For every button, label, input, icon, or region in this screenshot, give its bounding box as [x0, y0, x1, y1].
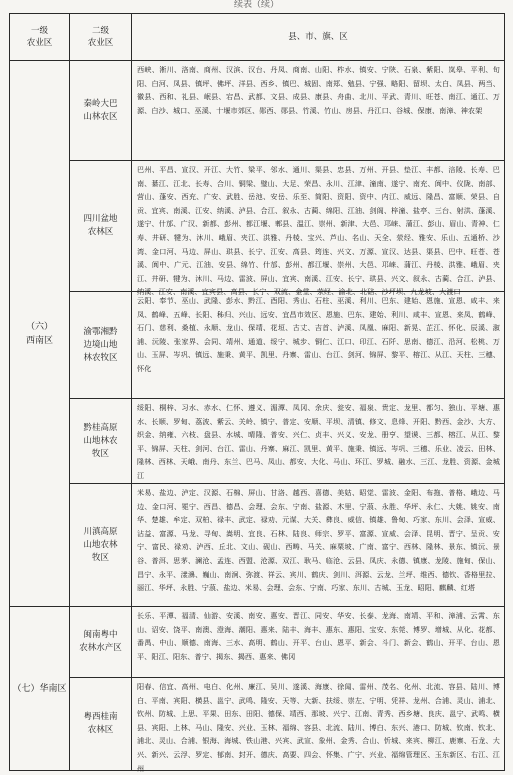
table-caption: 续表（续）: [233, 0, 279, 10]
subregion-cell: [70, 678, 132, 771]
table-row: [10, 678, 505, 771]
counties-text: 米易、盐边、泸定、汉源、石棉、屏山、甘洛、越西、喜德、美姑、昭觉、雷波、金阳、布拖、普格、峨边、马边、金口河、冕宁、西昌、德昌、会理、会东、宁南、盐源、木里、宁蒗、永胜、华坪、永仁、大姚、姚安、南华、楚雄、牟定、双柏、禄丰、武定、禄劝、元谋、大关、彝良、威信、镇雄、鲁甸、巧家、东川、会泽、宣威、沾益、富源、马龙、寻甸、嵩明、宜良、石林、陆良、师宗、罗平、富源、宣威、会泽、昆明、晋宁、呈贡、安宁、富民、禄劝、泸西、丘北、文山、砚山、西畴、马关、麻栗坡、广南、富宁、西林、隆林、景东、镇沅、景谷、普洱、思茅、澜沧、孟连、西盟、沧源、双江、耿马、临沧、云县、凤庆、永德、镇康、龙陵、施甸、保山、昌宁、永平、漾濞、巍山、南涧、弥渡、祥云、宾川、鹤庆、剑川、洱源、云龙、兰坪、维西、德钦、香格里拉、丽江、华坪、永胜、宁蒗、盐边、米易、会理、会东、宁南、巧家、东川、古城、玉龙、昭阳、麒麟、红塔: [137, 488, 500, 593]
subregion-name: 粤西桂南 农林区: [83, 712, 118, 735]
subregion-cell: [70, 61, 132, 161]
subregion-name: 黔桂高原 山地林农 牧区: [83, 422, 118, 459]
subregion-cell: [70, 484, 132, 607]
counties-text: 云阳、奉节、巫山、武隆、彭水、黔江、酉阳、秀山、石柱、巫溪、利川、巴东、建始、恩施、宣恩、咸丰、来凤、鹤峰、五峰、长阳、秭归、兴山、远安、宜昌市效区、恩施、巴东、建始、利川、咸丰、宣恩、来凤、鹤峰、石门、慈利、桑植、永顺、龙山、保靖、花垣、古丈、吉首、泸溪、凤凰、麻阳、新晃、芷江、怀化、辰溪、溆浦、沅陵、张家界、会同、靖州、通道、绥宁、城步、铜仁、江口、印江、石阡、思南、德江、沿河、松桃、万山、玉屏、岑巩、镇远、施秉、黄平、凯里、丹寨、雷山、台江、剑河、锦屏、黎平、榕江、从江、天柱、三穗、怀化: [137, 296, 500, 373]
table-row: [10, 161, 505, 292]
counties-text: 绥阳、桐梓、习水、赤水、仁怀、遵义、湄潭、凤冈、余庆、瓮安、福泉、贵定、龙里、都匀、独山、平塘、惠水、长顺、罗甸、荔波、紫云、关岭、镇宁、普定、安顺、平坝、清镇、修文、息烽、开阳、黔西、金沙、大方、织金、纳雍、六枝、盘县、水城、晴隆、普安、兴仁、贞丰、兴义、安龙、册亨、望谟、三都、榕江、从江、黎平、锦屏、天柱、剑河、台江、雷山、丹寨、麻江、凯里、黄平、施秉、镇远、岑巩、三穗、乐业、凌云、田林、隆林、西林、天峨、南丹、东兰、巴马、凤山、都安、大化、马山、环江、罗城、融水、三江、龙胜、资源、金城江: [137, 403, 500, 480]
counties-cell: 西峡、淅川、洛南、商州、汉滨、汉台、丹凤、商南、山阳、柞水、镇安、宁陕、石泉、紫阳、岚皋、平利、旬阳、白河、凤县、镇坪、佛坪、洋县、西乡、镇巴、城固、南郑、勉县、宁强、略阳、留坝、太白、凤县、两当、徽县、西和、礼县、岷县、宕昌、武都、文县、成县、康县、舟曲、北川、平武、青川、旺苍、南江、通江、万源、白沙、城口、巫溪、十堰市郊区、郧西、郧县、竹溪、竹山、房县、丹江口、谷城、保康、南漳、神农架: [132, 61, 505, 161]
header-counties: [132, 14, 505, 61]
counties-cell: [132, 607, 505, 678]
table-row: [10, 399, 505, 484]
subregion-name: 川滇高原 山地农林 牧区: [83, 526, 118, 563]
counties-cell: [132, 161, 505, 297]
counties-cell: [132, 399, 505, 484]
table-row: [10, 484, 505, 607]
counties-cell: [132, 484, 505, 607]
region-cell-south-china: [10, 607, 70, 771]
table-row: [10, 607, 505, 678]
header-level1-text: 一级 农业区: [26, 26, 53, 48]
counties-text: 长乐、平潭、福清、仙游、安溪、南安、惠安、晋江、同安、华安、长泰、龙海、南靖、平和、漳浦、云霄、东山、诏安、饶平、南澳、澄海、潮阳、惠来、陆丰、海丰、惠东、惠阳、宝安、东莞、博罗、增城、从化、花都、番禺、中山、顺德、南海、三水、高明、鹤山、开平、台山、恩平、新会、斗门、新会、鹤山、开平、台山、恩平、阳江、阳东、普宁、揭东、揭西、惠来、佛冈: [137, 611, 500, 661]
subregion-cell: [70, 161, 132, 292]
subregion-name: 秦岭大巴 山林农区: [83, 98, 118, 122]
subregion-name: 闽南粤中 农林水产区: [79, 630, 122, 653]
header-counties-text: 县、市、旗、区: [288, 32, 348, 42]
subregion-name: 渝鄂湘黔 边境山地 林农牧区: [83, 326, 118, 363]
counties-text: 阳春、信宜、高州、电白、化州、廉江、吴川、遂溪、海康、徐闻、雷州、茂名、化州、北流、容县、陆川、博白、平南、宾阳、横县、邕宁、武鸣、隆安、天等、大新、扶绥、崇左、宁明、凭祥、龙州、合浦、灵山、浦北、钦州、防城、上思、平果、田东、田阳、德保、靖西、那坡、兴宁、江南、青秀、西乡塘、良庆、邕宁、武鸣、横县、宾阳、上林、马山、隆安、兴业、玉林、福绵、容县、北流、陆川、博白、东兴、港口、防城、钦南、钦北、浦北、灵山、合浦、银海、海城、铁山港、兴宾、武宣、象州、金秀、合山、忻城、来宾、柳江、鹿寨、石龙、大兴、新兴、云浮、罗定、郁南、封开、德庆、高要、四会、怀集、广宁、兴业、福绵管理区、玉东新区、右江、江州: [137, 682, 500, 773]
counties-cell: [132, 678, 505, 771]
header-level2-text: 二级 农业区: [87, 26, 114, 48]
region-name: （六） 西南区: [25, 321, 53, 346]
header-level1: [10, 14, 70, 61]
header-row: [10, 14, 505, 61]
subregion-cell: [70, 399, 132, 484]
table-row: [10, 61, 505, 161]
table-row: [10, 292, 505, 399]
counties-cell: [132, 292, 505, 399]
subregion-name: 四川盆地 农林区: [83, 214, 118, 237]
subregion-cell: [70, 292, 132, 399]
region-name: （七）华南区: [12, 683, 67, 694]
agriculture-zoning-table: [9, 13, 505, 771]
header-level2: [70, 14, 132, 61]
subregion-cell: [70, 607, 132, 678]
counties-text: 巴州、平昌、宣汉、开江、大竹、梁平、邻水、通川、渠县、忠县、万州、开县、垫江、丰都、涪陵、长寿、巴南、綦江、江北、长寿、合川、铜梁、璧山、大足、荣昌、永川、江津、潼南、遂宁、南充、阆中、仪陇、南部、营山、蓬安、西充、广安、武胜、岳池、安岳、乐至、简阳、资阳、资中、内江、威远、隆昌、富顺、荣县、自贡、宜宾、南溪、江安、纳溪、泸县、合江、叙永、古蔺、绵阳、江油、剑阁、梓潼、盐亭、三台、射洪、蓬溪、遂宁、什邡、广汉、新都、彭州、都江堰、郫县、温江、崇州、新津、大邑、邛崃、蒲江、彭山、眉山、青神、仁寿、井研、犍为、沐川、峨眉、夹江、洪雅、丹棱、宝兴、芦山、名山、天全、荥经、雅安、乐山、五通桥、沙湾、金口河、马边、屏山、珙县、长宁、江安、高县、筠连、兴文、万源、宣汉、达县、渠县、巴中、旺苍、苍溪、阆中、广元、江油、安县、绵竹、什邡、彭州、都江堰、崇州、大邑、邛崃、蒲江、丹棱、洪雅、峨眉、夹江、井研、犍为、沐川、马边、雷波、屏山、宜宾、南溪、江安、长宁、珙县、兴文、叙永、古蔺、合江、泸县、纳溪、江安、南溪、宜宾县、高县、长宁、双流、金堂、荥经、渝北、北碚、沙坪坝、九龙坡、大渡口: [137, 165, 500, 297]
region-cell-southwest: [10, 61, 70, 607]
